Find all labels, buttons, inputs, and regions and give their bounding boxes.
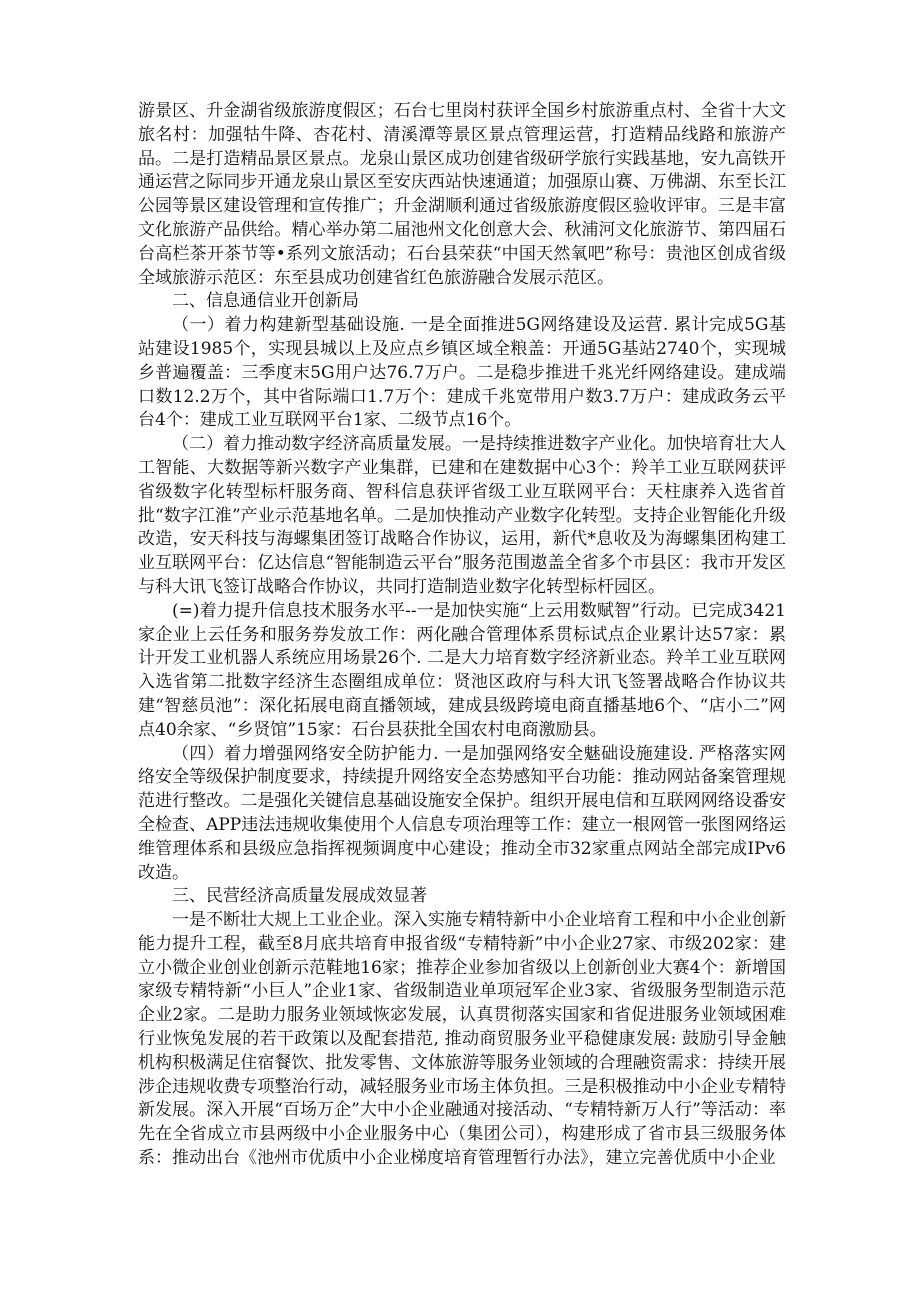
paragraph-infrastructure: （一）着力构建新型基础设施. 一是全面推进5G网络建设及运营. 累计完成5G基站建设1985个，实现县城以上及应点乡镇区域全粮盖：开通5G基站2740个，实现城乡普遍覆盖：三季度末5G用户达76.7万户。二是稳步推进千兆光纤网络建设。建成端口数12.2万个，其中省际端口1.7万个：建成千兆宽带用户数3.7万户：建成政务云平台4个：建成工业互联网平台1家、二级节点16个。 (138, 315, 786, 431)
section-heading-3: 三、民营经济高质量发展成效显著 (172, 886, 427, 907)
section-heading-2: 二、信息通信业开创新局 (172, 291, 359, 312)
paragraph-private-economy: 一是不断壮大规上工业企业。深入实施专精特新中小企业培育工程和中小企业创新能力提升工程，截至8月底共培育申报省级“专精特新”中小企业27家、市级202家：建立小微企业创业创新示范鞋地16家；推荐企业参加省级以上创新创业大赛4个：新增国家级专精特新“小巨人”企业1家、省级制造业单项冠军企业3家、省级服务型制造示范企业2家。二是助力服务业领域恢宓发展，认真贯彻落实国家和省促进服务业领域困难行业恢兔发展的若干政策以及配套措范, 推动商贸服务业平稳健康发展: 鼓励引导金触机构积极满足住宿餐饮、批发零售、文体旅游等服务业领域的合理融资需求：持续开展涉企违规收费专项整治行动，减轻服务业市场主体负担。三是积极推动中小企业专精特新发展。深入开展“百场万企”大中小企业融通对接活动、“专精特新万人行”等活动：率先在全省成立市县两级中小企业服务中心（集团公司），构建形成了省市县三级服务体系：推动出台《池州市优质中小企业梯度培育管理暂行办法》，建立完善优质中小企业 (138, 910, 786, 1169)
paragraph-digital-economy: （二）着力推动数字经济高质量发展。一是持续推进数字产业化。加快培育壮大人工智能、大数据等新兴数字产业集群，已建和在建数据中心3个：羚羊工业互联网获评省级数字化转型标杆服务商、智科信息获评省级工业互联网平台：天柱康养入选省首批“数字江淮”产业示范基地名单。二是加快推动产业数字化转型。支持企业智能化升级改造，安天科技与海螺集团签订战略合作协议，运用，新代*息收及为海螺集团构建工业互联网平台：亿达信息“智能制造云平台”服务范围遨盖全省多个市县区：我市开发区与科大讯飞签订战略合作协议，共同打造制造业数字化转型标杆园区。 (138, 434, 786, 597)
paragraph-network-security: （四）着力增强网络安全防护能力. 一是加强网络安全魅础设施建设. 严格落实网络安全等级保护制度要求，持续提升网络安全态势感知平台功能：推动网站备案管理规范进行整改。二是强化关键信息基础设施安全保护。组织开展电信和互联网网络设番安全检查、APP违法违规收集使用个人信息专项治理等工作：建立一根网管一张图网络运维管理体系和县级应急指挥视频调度中心建设；推动全市32家重点网站全部完成IPv6改造。 (138, 743, 786, 883)
paragraph-tourism-continued: 游景区、升金湖省级旅游度假区；石台七里岗村获评全国乡村旅游重点村、全省十大文旅名村：加强牯牛降、杏花村、清溪潭等景区景点管理运营，打造精品线路和旅游产品。二是打造精品景区景点。龙泉山景区成功创建省级研学旅行实践基地，安九高铁开通运营之际同步开通龙泉山景区至安庆西站快速通道；加强原山赛、万佛湖、东至长江公园等景区建设管理和宣传推广；升金湖顺利通过省级旅游度假区验收评审。三是丰富文化旅游产品供给。精心举办第二届池州文化创意大会、秋浦河文化旅游节、第四届石台高栏茶开茶节等•系列文旅活动；石台县荣获“中国天然氧吧”称号：贵池区创成省级全域旅游示范区：东至县成功创建省红色旅游融合发展示范区。 (138, 101, 786, 288)
document-page (138, 100, 786, 1171)
paragraph-it-services: (=)着力提升信息技术服务水平--一是加快实施“上云用数赋智”行动。已完成3421家企业上云任务和服务券发放工作：两化融合管理体系贯标试点企业累计达57家：累计开发工业机器人系统应用场景26个. 二是大力培育数字经济新业态。羚羊工业互联网入选省第二批数字经济生态圈组成单位：贤池区政府与科大讯飞签署战略合作协议共建“智慈员池”：深化拓展电商直播领域，建成县级跨境电商直播基地6个、“店小二”网点40余家、“乡贤馆”15家：石台县获批全国农村电商激励县。 (138, 600, 786, 740)
